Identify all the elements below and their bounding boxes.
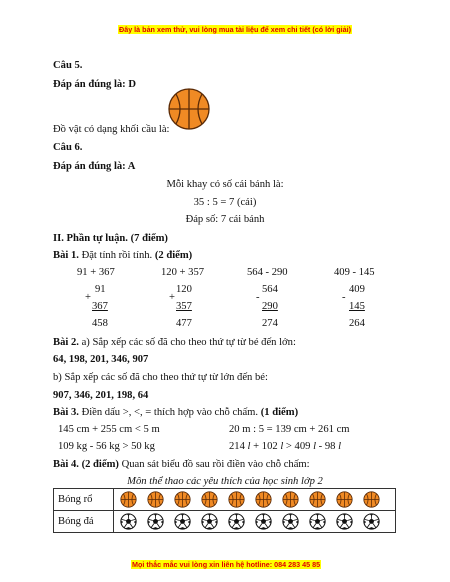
bai1-result: 477 (176, 318, 192, 329)
bai4-text: Quan sát biểu đồ sau rồi điền vào chỗ chấm: (121, 459, 310, 470)
bai2-text-b: b) Sắp xếp các số đã cho theo thứ tự từ lớn đến bé: (53, 372, 268, 383)
header-note: Đây là bản xem thử, vui lòng mua tài liệu để xem chi tiết (có lời giải) (119, 25, 351, 34)
bai2-label: Bài 2. (53, 337, 79, 348)
basketball-icon (168, 88, 210, 130)
part2-title: II. Phần tự luận. (7 điểm) (53, 233, 168, 244)
bai1-result: 458 (92, 318, 108, 329)
bai3-r1c1: 145 cm + 255 cm < 5 m (58, 424, 160, 435)
table-row (54, 511, 396, 533)
bai1-op: + (169, 292, 175, 303)
bai4-points: (2 điểm) (81, 459, 119, 470)
table-row (54, 489, 396, 511)
unit-l: l (338, 441, 342, 452)
bai3-r2c1: 109 kg - 56 kg > 50 kg (58, 441, 155, 452)
bai3-r2c2 (229, 440, 341, 453)
bai1-expr: 564 - 290 (247, 267, 288, 278)
bai1-heading (53, 249, 192, 262)
bai4-label: Bài 4. (53, 459, 79, 470)
basketball-icon (147, 491, 164, 508)
pictograph-table (53, 488, 396, 533)
bai1-text: Đặt tính rồi tính. (81, 250, 153, 261)
bai1-result: 264 (349, 318, 365, 329)
q6-title: Câu 6. (53, 142, 83, 153)
bai1-b: 290 (262, 301, 278, 312)
bai3-points: (1 điểm) (260, 407, 299, 418)
bai3-label: Bài 3. (53, 407, 79, 418)
bai3-r2c2-a: 214 (229, 441, 245, 452)
unit-l: l (280, 441, 284, 452)
chart-title: Môn thể thao các yêu thích của học sinh lớp 2 (127, 476, 323, 487)
bai3-r2c2-c: > 409 (283, 441, 314, 452)
basketball-icon (174, 491, 191, 508)
soccer-ball-icon (147, 513, 164, 530)
basketball-icon (228, 491, 245, 508)
bai1-result: 274 (262, 318, 278, 329)
bai1-a: 409 (349, 284, 365, 295)
soccer-ball-icon (255, 513, 272, 530)
basketball-icon (282, 491, 299, 508)
bai1-op: + (85, 292, 91, 303)
bai1-op: - (256, 292, 260, 303)
bai1-b: 367 (92, 301, 108, 312)
bai1-expr: 120 + 357 (161, 267, 205, 278)
soccer-ball-icon (336, 513, 353, 530)
unit-l: l (313, 441, 317, 452)
row-icons (114, 489, 396, 511)
bai1-a: 91 (95, 284, 106, 295)
basketball-icon (336, 491, 353, 508)
soccer-ball-icon (120, 513, 137, 530)
q6-line1: Mỗi khay có số cái bánh là: (166, 179, 284, 190)
bai3-text: Điền dấu >, <, = thích hợp vào chỗ chấm. (81, 407, 259, 418)
unit-l: l (247, 441, 251, 452)
basketball-icon (120, 491, 137, 508)
basketball-icon (363, 491, 380, 508)
basketball-icon (255, 491, 272, 508)
q5-title: Câu 5. (53, 60, 83, 71)
bai4-heading (53, 458, 310, 471)
soccer-ball-icon (201, 513, 218, 530)
bai2-text-a: a) Sắp xếp các số đã cho theo thứ tự từ bé đến lớn: (81, 337, 296, 348)
bai1-points: (2 điểm) (154, 250, 193, 261)
soccer-ball-icon (282, 513, 299, 530)
soccer-ball-icon (309, 513, 326, 530)
bai1-a: 120 (176, 284, 192, 295)
bai3-r2c2-b: + 102 (250, 441, 281, 452)
q5-text: Đồ vật có dạng khối cầu là: (53, 124, 170, 135)
bai1-b: 357 (176, 301, 192, 312)
bai3-r2c2-d: - 98 (316, 441, 339, 452)
soccer-ball-icon (363, 513, 380, 530)
bai2-answer-b: 907, 346, 201, 198, 64 (53, 390, 149, 401)
soccer-ball-icon (228, 513, 245, 530)
soccer-ball-icon (174, 513, 191, 530)
basketball-icon (309, 491, 326, 508)
q6-line3: Đáp số: 7 cái bánh (185, 214, 265, 225)
bai1-op: - (342, 292, 346, 303)
bai3-r1c2: 20 m : 5 = 139 cm + 261 cm (229, 424, 350, 435)
q6-line2: 35 : 5 = 7 (cái) (193, 197, 257, 208)
bai2-answer-a: 64, 198, 201, 346, 907 (53, 354, 149, 365)
basketball-icon (201, 491, 218, 508)
row-label: Bóng rổ (54, 489, 114, 511)
bai2-text-a-row (53, 336, 296, 349)
bai1-b: 145 (349, 301, 365, 312)
footer-note: Mọi thắc mắc vui lòng xin liên hệ hotline: 084 283 45 85 (132, 560, 321, 569)
bai1-label: Bài 1. (53, 250, 79, 261)
bai1-expr: 409 - 145 (334, 267, 375, 278)
q6-answer: Đáp án đúng là: A (53, 161, 136, 172)
bai3-heading (53, 406, 298, 419)
row-label: Bóng đá (54, 511, 114, 533)
bai1-expr: 91 + 367 (77, 267, 115, 278)
row-icons (114, 511, 396, 533)
bai1-a: 564 (262, 284, 278, 295)
q5-answer: Đáp án đúng là: D (53, 79, 137, 90)
